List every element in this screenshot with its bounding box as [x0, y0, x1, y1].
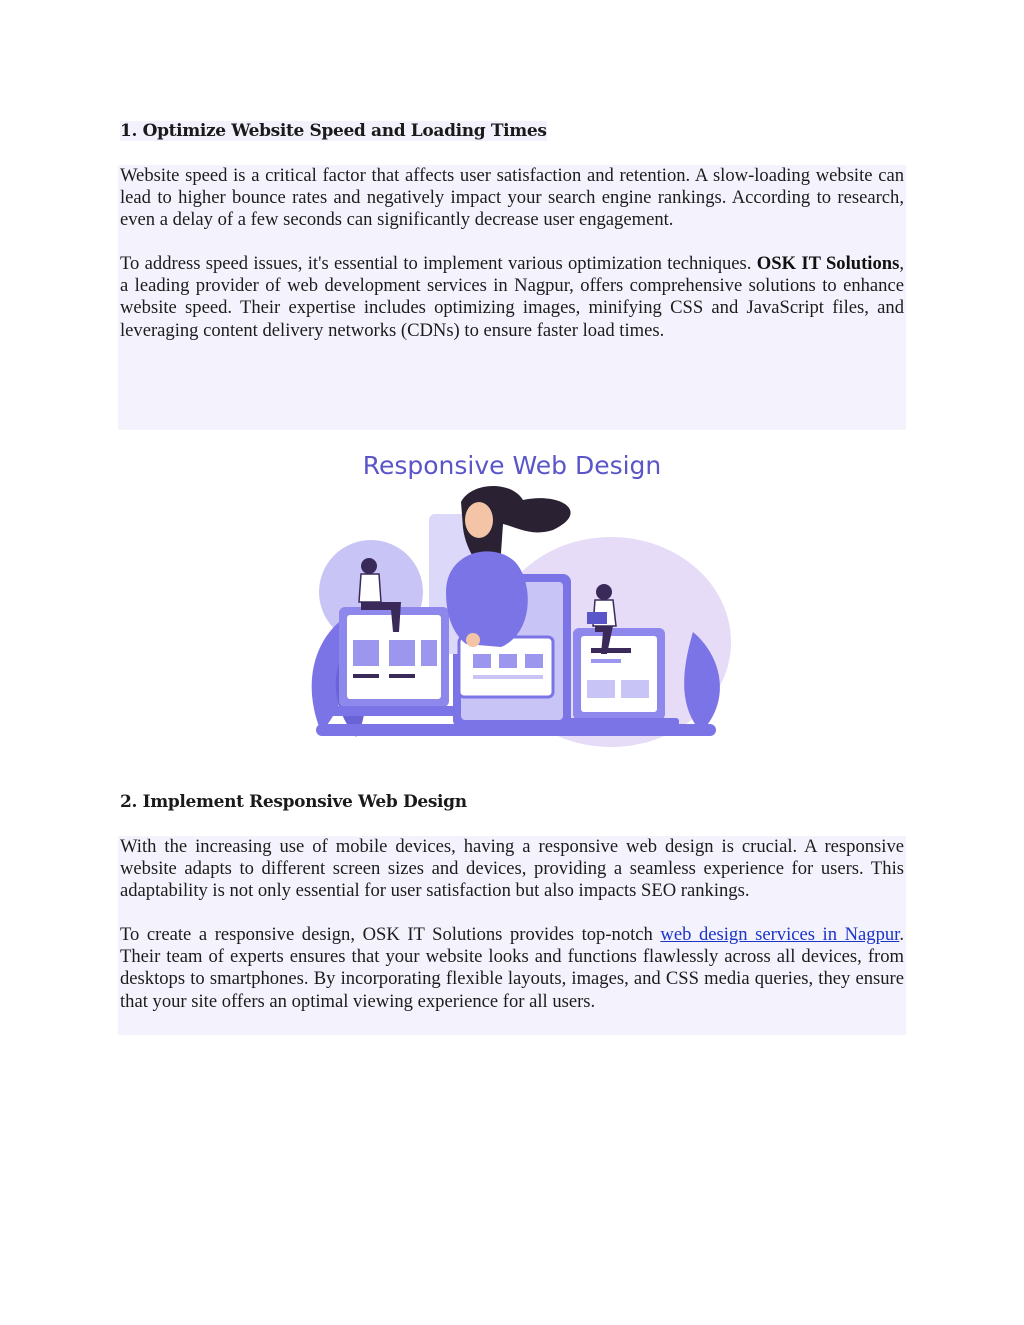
left-card-1 — [353, 640, 379, 666]
held-card-item-3 — [525, 654, 543, 668]
paragraph-responsive-intro: With the increasing use of mobile devices, having a responsive web design is crucial. A responsive website adapts to different screen sizes and devices, providing a seamless experience for users. This adaptability is not only essential for user satisfaction but also impacts SEO rankings. — [120, 836, 904, 902]
right-person-head — [596, 584, 612, 600]
paragraph-speed-intro: Website speed is a critical factor that affects user satisfaction and retention. A slow-loading website can lead to higher bounce rates and negatively impact your search engine rankings. According to research, even a delay of a few seconds can significantly decrease user engagement. — [120, 165, 904, 231]
heading-text: 2. Implement Responsive Web Design — [120, 792, 467, 812]
held-card-line — [473, 675, 543, 679]
right-laptop-screen — [581, 636, 657, 712]
paragraph-responsive-services — [120, 924, 904, 1012]
right-line-1 — [591, 648, 631, 653]
held-card-item-1 — [473, 654, 491, 668]
right-laptop-base — [561, 718, 679, 726]
left-person-head — [361, 558, 377, 574]
left-line-2 — [389, 674, 415, 678]
left-person-body — [359, 574, 381, 602]
woman-hand — [466, 633, 480, 647]
heading-text: 1. Optimize Website Speed and Loading Times — [120, 121, 547, 141]
illustration-title: Responsive Web Design — [362, 451, 662, 480]
right-person-laptop — [587, 612, 607, 624]
section-heading-responsive — [120, 791, 906, 813]
paragraph-text: . Their team of experts ensures that your website looks and functions flawlessly across all devices, from desktops to smartphones. By incorporating flexible layouts, images, and CSS media queries, they ensure that your site offers an optimal viewing experience for all users. — [120, 924, 904, 1012]
section-body-speed — [118, 165, 906, 430]
left-card-3 — [421, 640, 437, 666]
section-body-responsive — [118, 836, 906, 1035]
paragraph-text: To address speed issues, it's essential to implement various optimization techniques. — [120, 253, 757, 275]
company-name-bold: OSK IT Solutions — [756, 253, 900, 275]
section-heading-speed — [120, 120, 906, 142]
held-card-item-2 — [499, 654, 517, 668]
paragraph-text: To create a responsive design, OSK IT Solutions provides top-notch — [120, 924, 661, 946]
right-card-1 — [587, 680, 615, 698]
paragraph-speed-solutions — [120, 253, 904, 341]
left-line-1 — [353, 674, 379, 678]
right-line-2 — [591, 659, 621, 663]
web-design-services-link[interactable]: web design services in Nagpur — [660, 924, 900, 946]
illustration-svg — [261, 432, 763, 768]
right-card-2 — [621, 680, 649, 698]
left-card-2 — [389, 640, 415, 666]
paragraph-text: , a leading provider of web development services in Nagpur, offers comprehensive solutions to enhance website speed. Their expertise includes optimizing images, minifying CSS and JavaScript files, and leveraging content delivery networks (CDNs) to ensure faster load times. — [120, 253, 904, 341]
woman-body — [446, 551, 528, 647]
responsive-web-design-illustration — [261, 432, 763, 768]
left-laptop-base — [327, 706, 461, 716]
woman-face — [465, 502, 493, 538]
